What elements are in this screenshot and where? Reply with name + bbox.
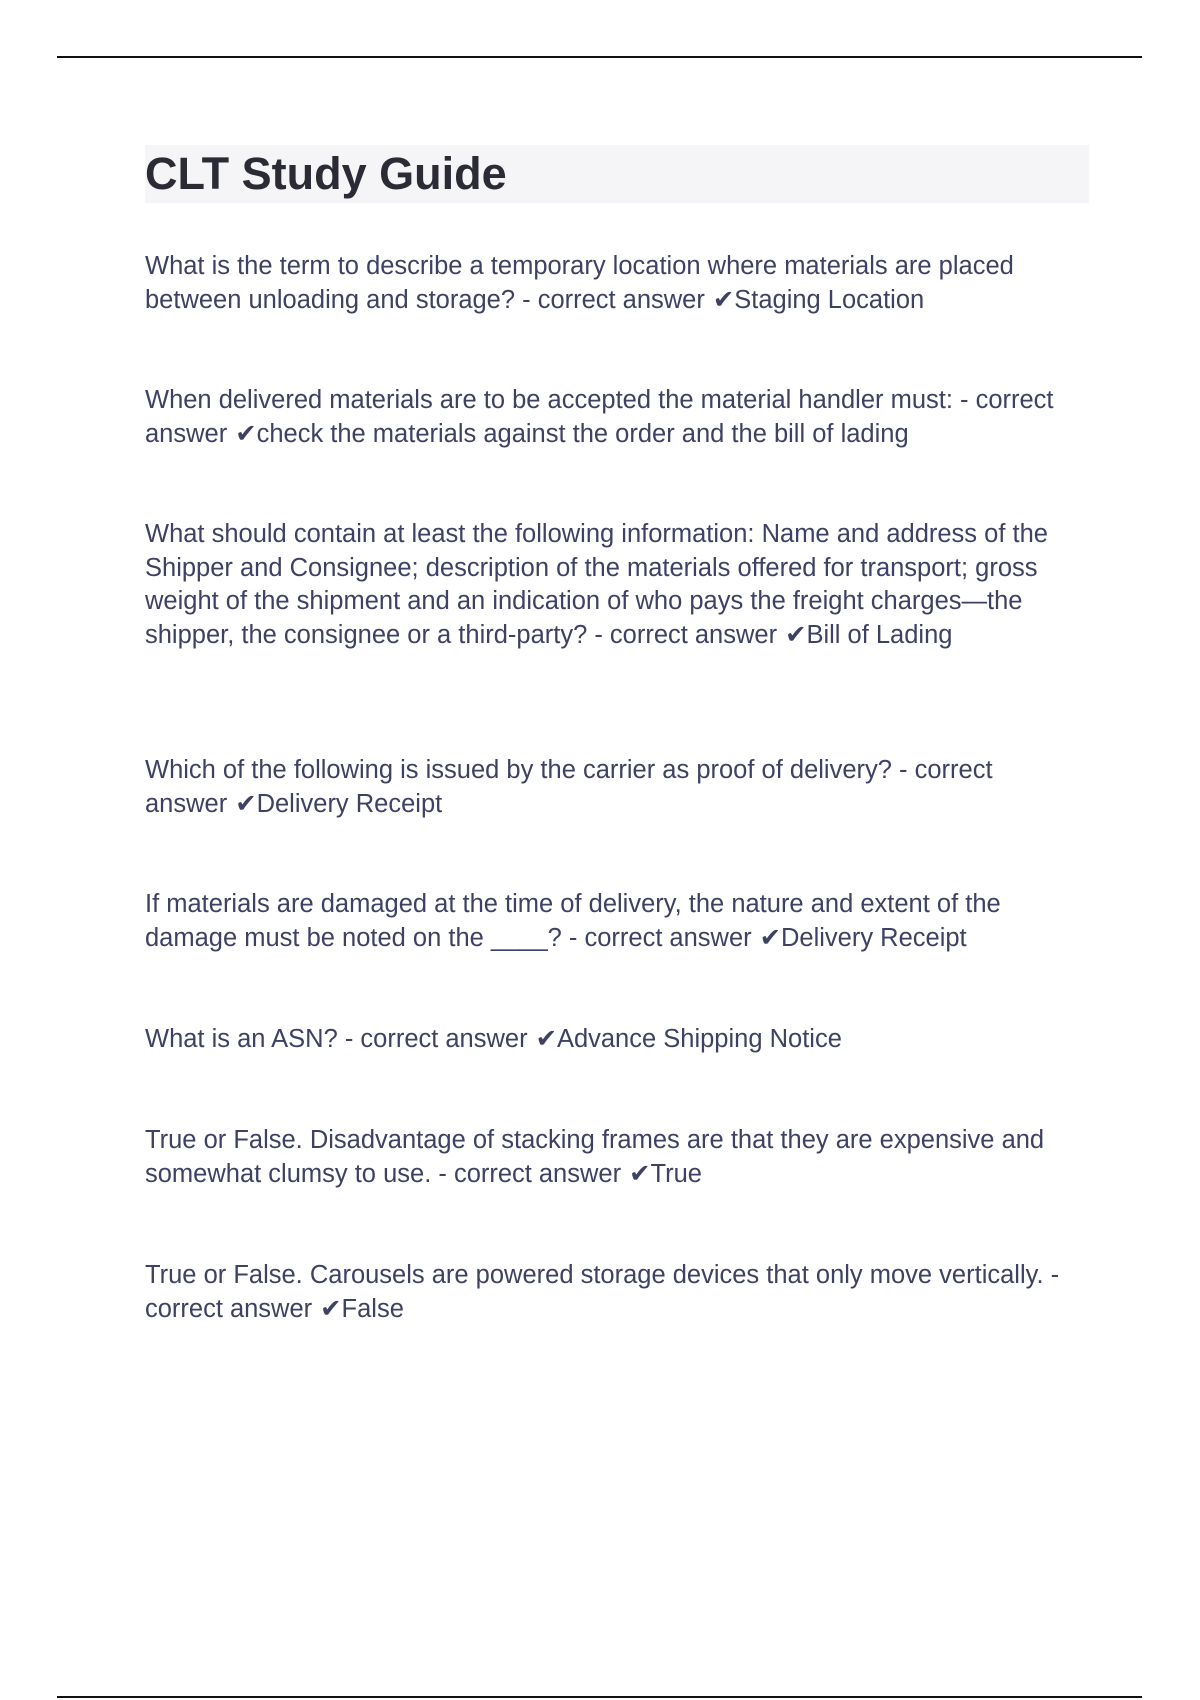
question-text: Which of the following is issued by the carrier as proof of delivery? - correct bbox=[145, 756, 993, 784]
check-mark-icon: ✔ bbox=[535, 1025, 557, 1053]
answer-label: answer bbox=[145, 789, 228, 818]
check-mark-icon: ✔ bbox=[235, 419, 257, 448]
question-text: What should contain at least the following information: Name and address of the Shipper and Consignee; description of the materials offered for transport; gross weight of the shipment and an indication of who pays the freight charges—the shipper, the consignee or a third-party? - correct bbox=[145, 520, 1048, 649]
answer-label: answer bbox=[669, 923, 752, 952]
qa-item-8 bbox=[145, 1259, 1085, 1326]
check-mark-icon: ✔ bbox=[629, 1159, 651, 1188]
qa-item-4 bbox=[145, 754, 1085, 821]
qa-item-3 bbox=[145, 518, 1085, 652]
check-mark-icon: ✔ bbox=[712, 285, 735, 314]
answer-text: Advance Shipping Notice bbox=[556, 1025, 842, 1053]
answer-label: answer bbox=[145, 419, 228, 448]
qa-item-6 bbox=[145, 1023, 1085, 1057]
question-text: What is the term to describe a temporary location where materials are placed between unloading and storage? - correct bbox=[145, 252, 1014, 314]
answer-label: answer bbox=[229, 1294, 313, 1323]
check-mark-icon: ✔ bbox=[235, 789, 257, 818]
answer-text: Delivery Receipt bbox=[256, 789, 443, 818]
page-bottom-rule bbox=[57, 1696, 1142, 1698]
answer-label: answer bbox=[694, 620, 778, 649]
check-mark-icon: ✔ bbox=[320, 1294, 342, 1323]
qa-item-5 bbox=[145, 888, 1085, 955]
question-text: True or False. Carousels are powered storage devices that only move vertically. - correct bbox=[145, 1261, 1060, 1323]
qa-item-7 bbox=[145, 1124, 1085, 1191]
check-mark-icon: ✔ bbox=[759, 923, 781, 952]
answer-label: answer bbox=[445, 1025, 528, 1053]
answer-label: answer bbox=[538, 1159, 622, 1188]
check-mark-icon: ✔ bbox=[785, 620, 807, 649]
answer-text: False bbox=[341, 1294, 404, 1323]
qa-item-2 bbox=[145, 384, 1085, 451]
answer-text: Staging Location bbox=[734, 285, 925, 314]
page-title: CLT Study Guide bbox=[145, 148, 507, 199]
answer-text: True bbox=[650, 1159, 702, 1188]
answer-text: Bill of Lading bbox=[806, 620, 953, 649]
answer-text: Delivery Receipt bbox=[781, 923, 967, 952]
question-text: True or False. Disadvantage of stacking frames are that they are expensive and somewhat clumsy to use. - correct bbox=[145, 1126, 1045, 1188]
qa-item-1 bbox=[145, 250, 1085, 317]
question-text: What is an ASN? - correct bbox=[145, 1025, 439, 1053]
question-text: When delivered materials are to be accepted the material handler must: - correct bbox=[145, 386, 1054, 414]
answer-label: answer bbox=[622, 285, 705, 314]
page-top-rule bbox=[57, 56, 1142, 58]
question-text: If materials are damaged at the time of delivery, the nature and extent of the damage must be noted on the ____? - correct bbox=[145, 890, 1001, 952]
answer-text: check the materials against the order and the bill of lading bbox=[256, 419, 909, 448]
